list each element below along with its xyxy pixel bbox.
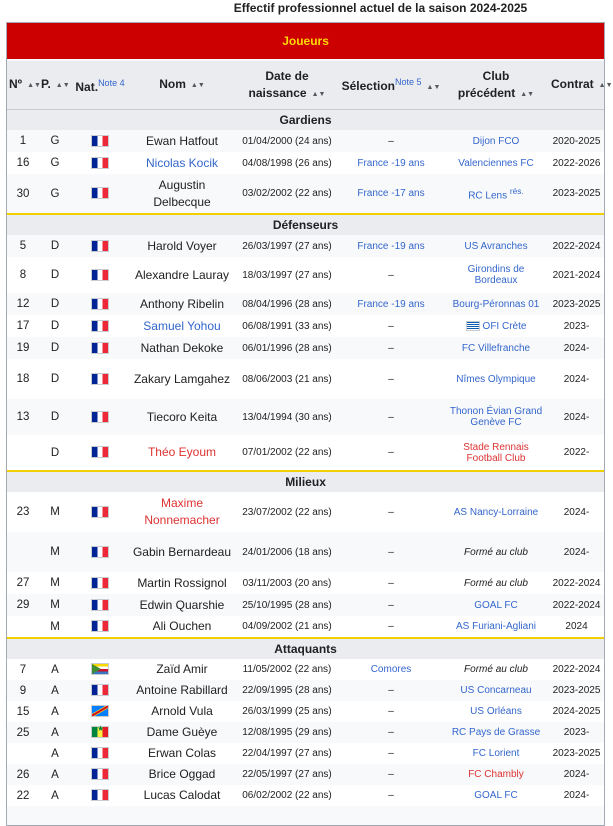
- section-header: [7, 471, 604, 492]
- player-birthdate: 06/01/1996 (28 ans): [235, 337, 339, 359]
- player-selection: –: [339, 764, 443, 785]
- table-caption: Effectif professionnel actuel de la saison 2024-2025: [233, 1, 528, 15]
- section-title: Gardiens: [7, 110, 604, 131]
- player-contract: 2023-2025: [549, 293, 604, 315]
- player-name: Tiecoro Keita: [129, 399, 235, 435]
- player-selection: –: [339, 337, 443, 359]
- fr-flag-icon[interactable]: [91, 240, 109, 252]
- greece-flag-icon: [466, 321, 480, 331]
- table-row: [7, 572, 604, 594]
- player-birthdate: 18/03/1997 (27 ans): [235, 257, 339, 293]
- player-birthdate: 25/10/1995 (28 ans): [235, 594, 339, 616]
- table-row: [7, 532, 604, 572]
- table-row: [7, 152, 604, 174]
- section-header: [7, 214, 604, 235]
- player-name: Arnold Vula: [129, 701, 235, 722]
- previous-club[interactable]: [443, 785, 549, 806]
- club-text: RC Pays de Grasse: [451, 727, 541, 738]
- player-selection: –: [339, 785, 443, 806]
- table-row: [7, 235, 604, 257]
- player-name[interactable]: Nicolas Kocik: [129, 152, 235, 174]
- player-number: 8: [7, 257, 39, 293]
- club-text: Nîmes Olympique: [456, 373, 536, 385]
- previous-club: [443, 659, 549, 680]
- player-position: D: [39, 399, 71, 435]
- player-birthdate: 04/09/2002 (21 ans): [235, 616, 339, 638]
- club-text: RC Lens: [468, 190, 508, 202]
- player-selection: –: [339, 743, 443, 764]
- player-selection: –: [339, 616, 443, 638]
- player-name: Alexandre Lauray: [129, 257, 235, 293]
- player-birthdate: 23/07/2002 (22 ans): [235, 492, 339, 532]
- player-selection: –: [339, 701, 443, 722]
- nationality-cell: [71, 722, 129, 743]
- player-name: Zakary Lamgahez: [129, 359, 235, 399]
- table-row: [7, 594, 604, 616]
- player-contract: 2023-2025: [549, 174, 604, 214]
- note-4-link[interactable]: Note 4: [98, 77, 125, 88]
- table-row: [7, 701, 604, 722]
- player-number: [7, 435, 39, 471]
- player-position: A: [39, 680, 71, 701]
- player-selection[interactable]: France -17 ans: [339, 174, 443, 214]
- player-number: 19: [7, 337, 39, 359]
- table-row: [7, 174, 604, 214]
- player-selection[interactable]: Comores: [339, 659, 443, 680]
- nationality-cell: [71, 764, 129, 785]
- player-number: 26: [7, 764, 39, 785]
- player-position: M: [39, 594, 71, 616]
- nationality-cell: [71, 680, 129, 701]
- table-row: [7, 785, 604, 806]
- player-birthdate: 06/08/1991 (33 ans): [235, 315, 339, 337]
- player-number: 5: [7, 235, 39, 257]
- club-text: Stade Rennais Football Club: [463, 441, 529, 464]
- player-selection: –: [339, 359, 443, 399]
- club-text: US Concarneau: [460, 685, 532, 696]
- nationality-cell: [71, 616, 129, 638]
- player-name: Ewan Hatfout: [129, 130, 235, 152]
- header-birthdate[interactable]: Date de naissance ▲▼: [235, 60, 339, 110]
- player-birthdate: 07/01/2002 (22 ans): [235, 435, 339, 471]
- player-birthdate: 08/06/2003 (21 ans): [235, 359, 339, 399]
- player-position: A: [39, 722, 71, 743]
- previous-club[interactable]: [443, 680, 549, 701]
- player-number: 15: [7, 701, 39, 722]
- player-selection: –: [339, 594, 443, 616]
- player-contract: 2022-2024: [549, 594, 604, 616]
- player-position: M: [39, 572, 71, 594]
- club-text: Bourg-Péronnas 01: [452, 298, 540, 310]
- player-name: Martin Rossignol: [129, 572, 235, 594]
- table-row: [7, 764, 604, 785]
- player-contract: 2022-2024: [549, 235, 604, 257]
- table-row: [7, 743, 604, 764]
- player-selection: –: [339, 257, 443, 293]
- player-contract: 2022-2026: [549, 152, 604, 174]
- player-position: D: [39, 435, 71, 471]
- section-header: [7, 110, 604, 131]
- previous-club[interactable]: [443, 399, 549, 435]
- player-number: [7, 616, 39, 638]
- fr-flag-icon[interactable]: [91, 599, 109, 611]
- header-contract[interactable]: Contrat ▲▼: [549, 60, 604, 110]
- table-row: [7, 399, 604, 435]
- fr-flag-icon[interactable]: [91, 269, 109, 281]
- sort-icon[interactable]: ▲▼: [311, 90, 326, 98]
- table-row: [7, 293, 604, 315]
- player-name: Zaïd Amir: [129, 659, 235, 680]
- nationality-cell: [71, 337, 129, 359]
- player-number: 27: [7, 572, 39, 594]
- fr-flag-icon[interactable]: [91, 506, 109, 518]
- player-number: 30: [7, 174, 39, 214]
- section-header: [7, 638, 604, 659]
- note-5-link[interactable]: Note 5: [394, 77, 422, 87]
- player-selection[interactable]: France -19 ans: [339, 152, 443, 174]
- previous-club[interactable]: [443, 315, 549, 337]
- table-row: [7, 492, 604, 532]
- nationality-cell: [71, 572, 129, 594]
- header-position[interactable]: P. ▲▼: [39, 60, 71, 110]
- player-contract: 2023-: [549, 722, 604, 743]
- player-name: Dame Guèye: [129, 722, 235, 743]
- player-name: Brice Oggad: [129, 764, 235, 785]
- fr-flag-icon[interactable]: [91, 135, 109, 147]
- fr-flag-icon[interactable]: [91, 789, 109, 801]
- nationality-cell: [71, 359, 129, 399]
- table-row: [7, 616, 604, 638]
- table-row: [7, 337, 604, 359]
- previous-club[interactable]: [443, 743, 549, 764]
- header-selection[interactable]: Sélection$^{Note 5}$▲▼: [339, 60, 443, 110]
- player-birthdate: 22/09/1995 (28 ans): [235, 680, 339, 701]
- player-birthdate: 11/05/2002 (22 ans): [235, 659, 339, 680]
- table-row: [7, 680, 604, 701]
- player-contract: 2023-2025: [549, 680, 604, 701]
- player-position: D: [39, 257, 71, 293]
- table-row: [7, 722, 604, 743]
- fr-flag-icon[interactable]: [91, 373, 109, 385]
- player-contract: 2024-: [549, 359, 604, 399]
- player-selection: –: [339, 532, 443, 572]
- player-position: A: [39, 764, 71, 785]
- player-number: 7: [7, 659, 39, 680]
- player-contract: 2024-: [549, 785, 604, 806]
- table-body: [7, 110, 604, 807]
- player-position: D: [39, 337, 71, 359]
- club-text: Formé au club: [464, 664, 528, 675]
- sort-icon[interactable]: ▲▼: [426, 84, 441, 91]
- player-selection: –: [339, 399, 443, 435]
- player-contract: 2021-2024: [549, 257, 604, 293]
- player-selection: –: [339, 315, 443, 337]
- club-text: Thonon Évian Grand Genève FC: [449, 406, 543, 428]
- km-flag-icon[interactable]: [91, 663, 109, 675]
- player-birthdate: 12/08/1995 (29 ans): [235, 722, 339, 743]
- previous-club[interactable]: [443, 722, 549, 743]
- fr-flag-icon[interactable]: [91, 747, 109, 759]
- player-name: Erwan Colas: [129, 743, 235, 764]
- club-text: US Avranches: [464, 240, 528, 252]
- nationality-cell: [71, 315, 129, 337]
- nationality-cell: [71, 594, 129, 616]
- nationality-cell: [71, 235, 129, 257]
- player-position: D: [39, 235, 71, 257]
- club-text: Formé au club: [464, 577, 528, 589]
- player-contract: 2020-2025: [549, 130, 604, 152]
- previous-club[interactable]: [443, 764, 549, 785]
- player-number: 12: [7, 293, 39, 315]
- player-contract: 2023-: [549, 315, 604, 337]
- club-text: OFI Crète: [482, 320, 527, 332]
- nationality-cell: [71, 659, 129, 680]
- player-selection[interactable]: France -19 ans: [339, 235, 443, 257]
- player-name[interactable]: Théo Eyoum: [129, 435, 235, 471]
- previous-club: [443, 532, 549, 572]
- player-birthdate: 26/03/1997 (27 ans): [235, 235, 339, 257]
- player-position: A: [39, 743, 71, 764]
- club-text: GOAL FC: [474, 790, 518, 801]
- player-name: Gabin Bernardeau: [129, 532, 235, 572]
- fr-flag-icon[interactable]: [91, 684, 109, 696]
- previous-club[interactable]: [443, 359, 549, 399]
- table-row: [7, 130, 604, 152]
- player-birthdate: 06/02/2002 (22 ans): [235, 785, 339, 806]
- table-row: [7, 359, 604, 399]
- player-name: Nathan Dekoke: [129, 337, 235, 359]
- player-contract: 2022-2024: [549, 659, 604, 680]
- club-text: Formé au club: [464, 546, 528, 558]
- club-text: AS Furiani-Agliani: [455, 621, 537, 632]
- nationality-cell: [71, 152, 129, 174]
- previous-club[interactable]: [443, 616, 549, 638]
- player-number: 16: [7, 152, 39, 174]
- club-text: Dijon FCO: [472, 135, 520, 147]
- previous-club[interactable]: [443, 594, 549, 616]
- player-selection: –: [339, 572, 443, 594]
- player-name[interactable]: Maxime Nonnemacher: [129, 492, 235, 532]
- fr-flag-icon[interactable]: [91, 768, 109, 780]
- player-contract: 2024-2025: [549, 701, 604, 722]
- player-birthdate: 24/01/2006 (18 ans): [235, 532, 339, 572]
- player-position: G: [39, 152, 71, 174]
- player-number: 22: [7, 785, 39, 806]
- club-text: FC Villefranche: [461, 342, 531, 354]
- player-name: Antoine Rabillard: [129, 680, 235, 701]
- previous-club[interactable]: [443, 130, 549, 152]
- previous-club[interactable]: [443, 492, 549, 532]
- player-birthdate: 26/03/1999 (25 ans): [235, 701, 339, 722]
- previous-club: [443, 572, 549, 594]
- nationality-cell: [71, 701, 129, 722]
- previous-club[interactable]: [443, 293, 549, 315]
- previous-club[interactable]: [443, 435, 549, 471]
- previous-club[interactable]: [443, 337, 549, 359]
- player-position: D: [39, 359, 71, 399]
- section-title: Défenseurs: [7, 214, 604, 235]
- player-contract: 2022-2024: [549, 572, 604, 594]
- nationality-cell: [71, 399, 129, 435]
- nationality-cell: [71, 785, 129, 806]
- table-row: [7, 659, 604, 680]
- sort-icon[interactable]: ▲▼: [520, 90, 535, 98]
- cd-flag-icon[interactable]: [91, 705, 109, 717]
- player-position: G: [39, 174, 71, 214]
- player-birthdate: 03/02/2002 (22 ans): [235, 174, 339, 214]
- player-position: A: [39, 785, 71, 806]
- player-name: Harold Voyer: [129, 235, 235, 257]
- header-previous-club[interactable]: Club précédent ▲▼: [443, 60, 549, 110]
- club-text: FC Chambly: [468, 769, 524, 780]
- player-name: Edwin Quarshie: [129, 594, 235, 616]
- header-name[interactable]: Nom ▲▼: [129, 60, 235, 110]
- fr-flag-icon[interactable]: [91, 157, 109, 169]
- club-text: US Orléans: [470, 706, 522, 717]
- table-row: [7, 435, 604, 471]
- player-number: 9: [7, 680, 39, 701]
- player-position: M: [39, 492, 71, 532]
- nationality-cell: [71, 293, 129, 315]
- nationality-cell: [71, 492, 129, 532]
- player-birthdate: 04/08/1998 (26 ans): [235, 152, 339, 174]
- player-contract: 2024: [549, 616, 604, 638]
- sort-icon[interactable]: ▲▼: [190, 82, 205, 89]
- player-position: M: [39, 616, 71, 638]
- nationality-cell: [71, 257, 129, 293]
- squad-table: [7, 23, 613, 806]
- player-number: 17: [7, 315, 39, 337]
- fr-flag-icon[interactable]: [91, 446, 109, 458]
- player-selection: –: [339, 130, 443, 152]
- fr-flag-icon[interactable]: [91, 187, 109, 199]
- club-text: GOAL FC: [474, 599, 518, 611]
- fr-flag-icon[interactable]: [91, 342, 109, 354]
- nationality-cell: [71, 130, 129, 152]
- players-banner: Joueurs: [7, 23, 604, 60]
- fr-flag-icon[interactable]: [91, 411, 109, 423]
- club-text: Girondins de Bordeaux: [467, 264, 525, 286]
- sort-icon[interactable]: ▲▼: [55, 82, 70, 89]
- fr-flag-icon[interactable]: [91, 546, 109, 558]
- club-suffix: rés.: [509, 185, 524, 196]
- player-selection: –: [339, 680, 443, 701]
- previous-club[interactable]: [443, 257, 549, 293]
- player-contract: 2024-: [549, 337, 604, 359]
- previous-club[interactable]: [443, 152, 549, 174]
- club-text: Valenciennes FC: [458, 157, 534, 169]
- player-number: 23: [7, 492, 39, 532]
- player-name: Lucas Calodat: [129, 785, 235, 806]
- sort-icon[interactable]: ▲▼: [27, 82, 41, 89]
- player-position: G: [39, 130, 71, 152]
- player-number: 1: [7, 130, 39, 152]
- player-position: M: [39, 532, 71, 572]
- previous-club[interactable]: [443, 235, 549, 257]
- player-number: 29: [7, 594, 39, 616]
- player-selection[interactable]: France -19 ans: [339, 293, 443, 315]
- player-birthdate: 08/04/1996 (28 ans): [235, 293, 339, 315]
- club-text: AS Nancy-Lorraine: [453, 506, 539, 518]
- player-contract: 2023-2025: [549, 743, 604, 764]
- player-contract: 2022-: [549, 435, 604, 471]
- player-name: Anthony Ribelin: [129, 293, 235, 315]
- player-name: Ali Ouchen: [129, 616, 235, 638]
- club-text: FC Lorient: [472, 748, 520, 759]
- player-position: A: [39, 659, 71, 680]
- section-title: Attaquants: [7, 638, 604, 659]
- section-title: Milieux: [7, 471, 604, 492]
- player-number: [7, 532, 39, 572]
- player-name: Augustin Delbecque: [129, 174, 235, 214]
- player-position: D: [39, 293, 71, 315]
- player-contract: 2024-: [549, 532, 604, 572]
- player-name[interactable]: Samuel Yohou: [129, 315, 235, 337]
- table-row: [7, 257, 604, 293]
- fr-flag-icon[interactable]: [91, 320, 109, 332]
- player-contract: 2024-: [549, 764, 604, 785]
- player-number: 18: [7, 359, 39, 399]
- player-selection: –: [339, 492, 443, 532]
- fr-flag-icon[interactable]: [91, 620, 109, 632]
- sn-flag-icon[interactable]: [91, 726, 109, 738]
- squad-table-frame: [6, 22, 613, 826]
- previous-club[interactable]: [443, 174, 549, 214]
- player-number: [7, 743, 39, 764]
- player-birthdate: 22/04/1997 (27 ans): [235, 743, 339, 764]
- nationality-cell: [71, 174, 129, 214]
- nationality-cell: [71, 743, 129, 764]
- fr-flag-icon[interactable]: [91, 577, 109, 589]
- header-nationality[interactable]: Nat.$^{Note 4}$: [71, 60, 129, 110]
- player-birthdate: 22/05/1997 (27 ans): [235, 764, 339, 785]
- table-row: [7, 315, 604, 337]
- player-birthdate: 01/04/2000 (24 ans): [235, 130, 339, 152]
- player-contract: 2024-: [549, 399, 604, 435]
- previous-club[interactable]: [443, 701, 549, 722]
- player-number: 13: [7, 399, 39, 435]
- player-position: A: [39, 701, 71, 722]
- header-number[interactable]: Nº ▲▼: [7, 60, 39, 110]
- player-birthdate: 13/04/1994 (30 ans): [235, 399, 339, 435]
- nationality-cell: [71, 532, 129, 572]
- fr-flag-icon[interactable]: [91, 298, 109, 310]
- player-selection: –: [339, 722, 443, 743]
- player-birthdate: 03/11/2003 (20 ans): [235, 572, 339, 594]
- sort-icon[interactable]: ▲▼: [598, 82, 613, 89]
- player-selection: –: [339, 435, 443, 471]
- player-contract: 2024-: [549, 492, 604, 532]
- nationality-cell: [71, 435, 129, 471]
- player-position: D: [39, 315, 71, 337]
- player-number: 25: [7, 722, 39, 743]
